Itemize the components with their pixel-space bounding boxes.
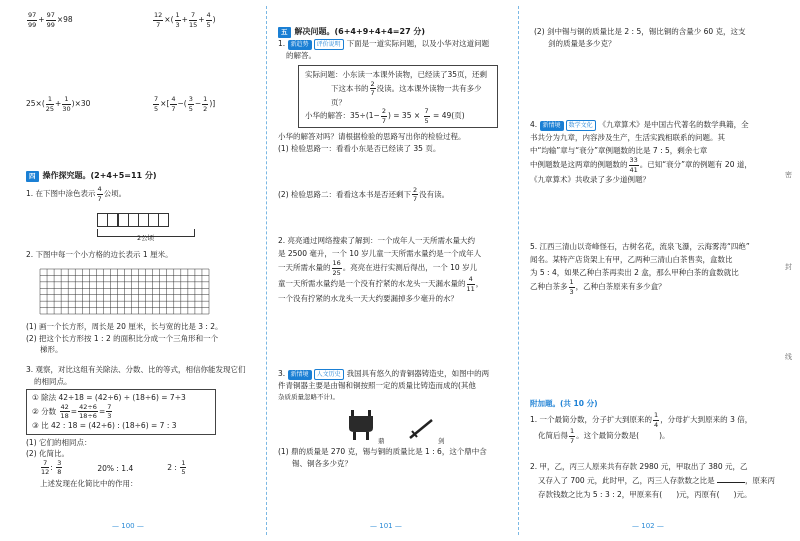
q3-sub2: (2) 剑中锡与铜的质量比是 2 : 5，锡比铜的含量少 60 克，这支 剑的质量是多少克？ [534,27,746,48]
ratio-blank[interactable] [717,482,745,483]
section-4-heading: 四 操作探究题。(2+4+5=11 分) [26,170,262,182]
calc-a: $\frac{97}{99}$ + $\frac{97}{99}$ ×98 [28,11,73,29]
seal-mark-1: 密 [785,171,792,179]
calc-b: $\frac{12}{7}$ ×( $\frac{1}{3}$ + $\frac{7}{15}$ + $\frac{4}{5}$ ) [154,11,216,29]
brace-label: 2公顷 [137,234,155,242]
page-102 [520,0,800,541]
page-100 [0,0,266,541]
p2-question-1: 1. 新趋势 评价说明 下面是一道实际问题，以及小华对这道问题 的解答。 实际问题：小东读一本课外读物，已经读了35页，还剩 下这本书的 $\frac{2}{7}$ 没读。这本课外读物一共有多少页？ 小华的解答：35÷(1− $\frac{2}{7}$ ) = 35 × $\frac{7}{5}$ = 49(页) 小华的解答对吗？请根据检验的思路写出你的检验过程。 (1) 检验思路一：看看小东是否已经读了 35 页。 (2) 检验思路二：看看这本书是否还剩下 $\frac{2}{7}$ 没有读。 [278,38,514,202]
sword-label: 剑 [438,437,445,445]
hectare-strip[interactable] [98,213,169,227]
equation-box: ① 除法 42÷18 = (42÷6) ÷ (18÷6) = 7÷3 ② 分数 $\frac{42}{18}$ = $\frac{42\div 6}{18\div 6}$ = $\frac{7}{3}$ ③ 比 42 : 18 = (42÷6) : (18÷6) = 7 : 3 [26,389,216,434]
page-number: — 101 — [370,522,402,531]
page-number: — 102 — [632,522,664,531]
page-101 [266,0,520,541]
sword-icon [406,418,436,440]
section-5-heading: 五 解决问题。(6+4+9+4+4=27 分) [278,26,514,38]
p2-question-3: 3. 新情境 人文历史 我国具有悠久的青铜器铸造史，如图中的两 件青铜器主要是由锡和铜按照一定的质量比铸造而成的(其他 杂质质量忽略不计)。 [278,369,490,401]
p3-question-4: 4. 新情境 数学文化 《九章算术》是中国古代著名的数学典籍，全 书共分为九章，内容涉及生产，生活实践相联系的问题。其 中“均输”章与“衰分”章例题数的比是 7 : 5，剩余七章 中例题数是这两章的例题数的 $\frac{33}{41}$ 。已知“衰分”章的例题有 20 道， 《九章算术》共收录了多少道例题？ [530,120,752,185]
question-2: 2. 下图中每一个小方格的边长表示 1 厘米。 [26,250,173,259]
p2-question-3-sub1: (1) 鼎的质量是 270 克，锡与铜的质量比是 1 : 6，这个鼎中含 锡、铜各多少克？ [278,447,487,468]
ding-label: 鼎 [378,437,385,445]
p3-question-5: 5. 江西三清山以奇峰怪石，古树名花，流泉飞瀑，云海雾涛“四绝” 闻名。某特产店货架上有甲，乙两种三清山白茶售卖，盒数比 为 5 : 4，如果乙种白茶再卖出 2 盒，那么甲种白茶的盒数就比 乙种白茶多 $\frac{1}{3}$ ，乙种白茶原来有多少盒？ [530,242,750,296]
question-2-subs: (1) 画一个长方形，周长是 20 厘米，长与宽的比是 3 : 2。 (2) 把这个长方形按 1 : 2 的面积比分成一个三角形和一个 梯形。 [26,322,223,355]
extra-heading: 附加题。(共 10 分) [530,399,598,408]
question-1: 1. 在下图中涂色表示 $\frac{4}{7}$ 公顷。 [26,185,127,203]
calc-c: 25×( $\frac{1}{25}$ + $\frac{1}{30}$ )×30 [26,95,91,113]
ding-vessel-icon [348,410,374,440]
question-3: 3. 观察，对比这组有关除法、分数、比的等式，相信你能发现它们 的相同点。 ① 除法 42÷18 = (42÷6) ÷ (18÷6) = 7÷3 ② 分数 $\frac{42}{18}$ = $\frac{42\div 6}{18\div 6}$ = $\frac{7}{3}$ ③ 比 42 : 18 = (42÷6) : (18÷6) = 7 : 3 (1) 它们的相同点： (2) 化简比。 $\frac{7}{12}$ : $\frac{3}{8}$ 20% : 1.4 2 : $\frac{1}{5}$ 上述发现在化简比中的作用： [26,365,246,488]
calc-d: $\frac{7}{5}$ ×[ $\frac{4}{7}$ −( $\frac{3}{5}$ − $\frac{1}{2}$ )] [154,95,216,113]
seal-mark-2: 封 [785,263,792,271]
drawing-grid[interactable] [40,269,209,314]
extra-question-1: 1. 一个最简分数，分子扩大到原来的 $\frac{1}{4}$ ，分母扩大到原来的 3 倍， 化简后得 $\frac{1}{7}$ 。这个最简分数是( )。 [530,411,753,445]
seal-mark-3: 线 [785,353,792,361]
problem-scroll: 实际问题：小东读一本课外读物，已经读了35页，还剩 下这本书的 $\frac{2}{7}$ 没读。这本课外读物一共有多少页？ 小华的解答：35÷(1− $\frac{2}{7}$ ) = 35 × $\frac{7}{5}$ = 49(页) [298,65,498,128]
extra-question-2: 2. 甲，乙，丙三人原来共有存款 2980 元，甲取出了 380 元，乙 又存入了 700 元，此时甲，乙，丙三人存款数之比是 ，原来丙 存款钱数之比为 5 : 3 : 2，甲原来有( )元，丙原有( )元。 [530,462,775,499]
p2-question-2: 2. 亮亮通过网络搜索了解到：一个成年人一天所需水量大约 是 2500 毫升，一个 10 岁儿童一天所需水量约是一个成年人 一天所需水量的 $\frac{16}{25}$ 。亮亮在进行实测后得出，一个 10 岁儿 童一天所需水量约是一个没有拧紧的水龙头一天漏水量的 $\frac{4}{11}$ ， 一个没有拧紧的水龙头一天大约要漏掉多少毫升的水？ [278,236,484,304]
page-number: — 100 — [112,522,144,531]
